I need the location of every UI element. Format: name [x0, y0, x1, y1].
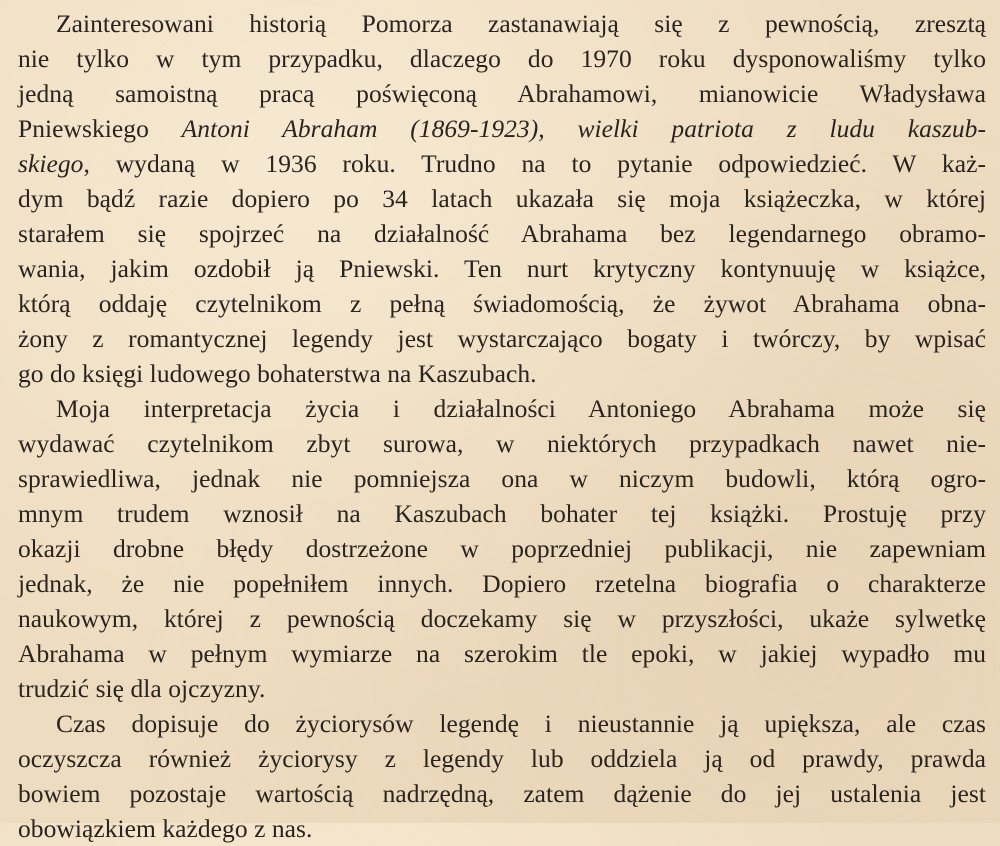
- book-title-italic: skiego: [18, 149, 84, 178]
- text-line: sprawiedliwa, jednak nie pomniejsza ona w niczym budowli, którą ogro-: [18, 464, 986, 493]
- text-line: okazji drobne błędy dostrzeżone w poprzedniej publikacji, nie zapewniam: [18, 534, 986, 563]
- text-line: starałem się spojrzeć na działalność Abrahama bez legendarnego obramo-: [18, 219, 986, 248]
- text-line: wania, jakim ozdobił ją Pniewski. Ten nurt krytyczny kontynuuję w książce,: [18, 254, 986, 283]
- text-line: oczyszcza również życiorysy z legendy lub oddziela ją od prawdy, prawda: [18, 744, 986, 773]
- paragraph-1: [18, 6, 986, 391]
- text-line-with-italic-title: [18, 146, 986, 181]
- text-line: bowiem pozostaje wartością nadrzędną, zatem dążenie do jej ustalenia jest: [18, 779, 986, 808]
- text-line: którą oddaję czytelnikom z pełną świadomością, że żywot Abrahama obna-: [18, 289, 986, 318]
- paragraph-3: [18, 706, 986, 846]
- text-line: mnym trudem wznosił na Kaszubach bohater tej książki. Prostuję przy: [18, 499, 986, 528]
- text-line: Abrahama w pełnym wymiarze na szerokim tle epoki, w jakiej wypadło mu: [18, 639, 986, 668]
- paragraph-2: [18, 391, 986, 706]
- text-line: naukowym, której z pewnością doczekamy się w przyszłości, ukaże sylwetkę: [18, 604, 986, 633]
- text-line: dym bądź razie dopiero po 34 latach ukazała się moja książeczka, w której: [18, 184, 986, 213]
- text-line: trudzić się dla ojczyzny.: [18, 674, 266, 703]
- text-line: Moja interpretacja życia i działalności Antoniego Abrahama może się: [56, 394, 986, 423]
- text-line: go do księgi ludowego bohaterstwa na Kaszubach.: [18, 359, 537, 388]
- text-line: obowiązkiem każdego z nas.: [18, 814, 313, 843]
- text-line: Czas dopisuje do życiorysów legendę i nieustannie ją upiększa, ale czas: [56, 709, 986, 738]
- text-line: jedną samoistną pracą poświęconą Abrahamowi, mianowicie Władysława: [18, 79, 986, 108]
- text-line-with-italic-title: [18, 111, 986, 146]
- text-line: nie tylko w tym przypadku, dlaczego do 1970 roku dysponowaliśmy tylko: [18, 44, 986, 73]
- book-title-italic: Antoni Abraham (1869-1923), wielki patriota z ludu kaszub-: [181, 114, 986, 143]
- text-line: żony z romantycznej legendy jest wystarczająco bogaty i twórczy, by wpisać: [18, 324, 986, 353]
- text-line: jednak, że nie popełniłem innych. Dopiero rzetelna biografia o charakterze: [18, 569, 986, 598]
- text-line: Zainteresowani historią Pomorza zastanawiają się z pewnością, zresztą: [56, 9, 986, 38]
- text-line: wydawać czytelnikom zbyt surowa, w niektórych przypadkach nawet nie-: [18, 429, 986, 458]
- text-fragment: , wydaną w 1936 roku. Trudno na to pytanie odpowiedzieć. W każ-: [83, 149, 986, 178]
- text-fragment: Pniewskiego: [18, 114, 182, 143]
